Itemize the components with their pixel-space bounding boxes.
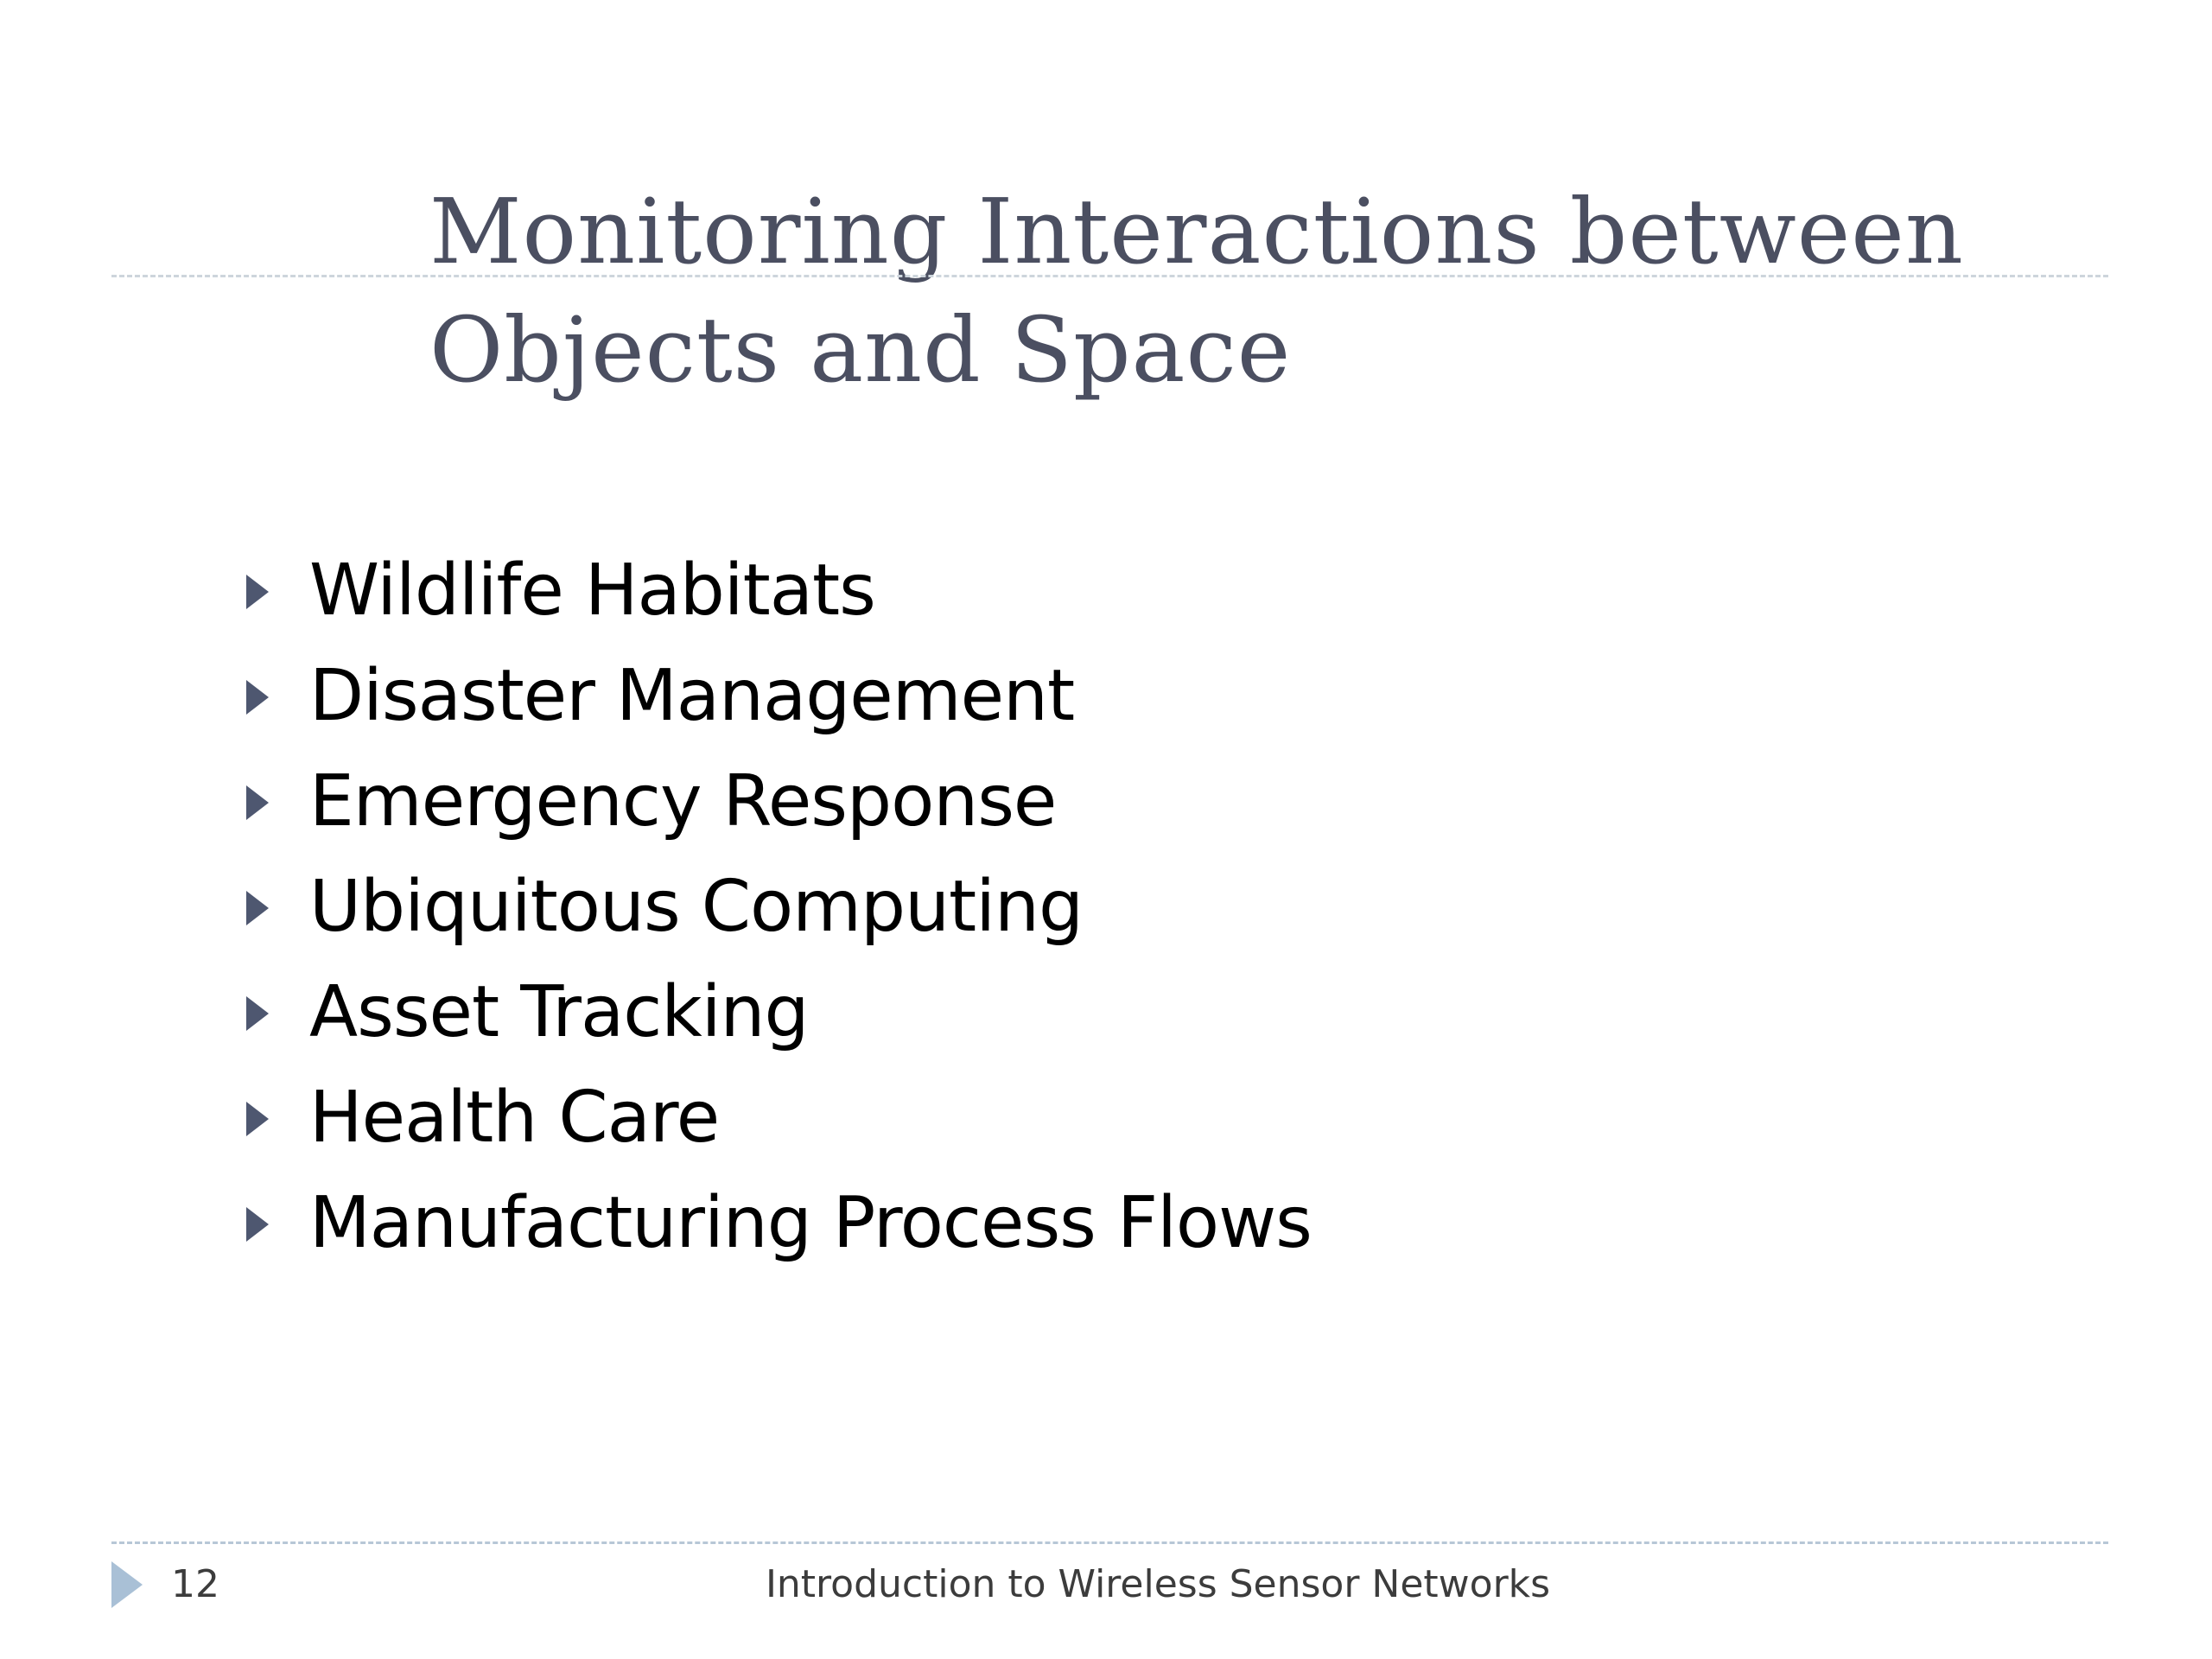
list-item [246, 1170, 1312, 1275]
list-item [246, 643, 1312, 748]
list-item [246, 854, 1312, 959]
triangle-bullet-icon [246, 1207, 269, 1242]
triangle-bullet-icon [246, 996, 269, 1031]
triangle-bullet-icon [246, 680, 269, 715]
bullet-label: Health Care [309, 1076, 720, 1159]
triangle-bullet-icon [246, 1102, 269, 1136]
slide-title-line-2: Objects and Space [429, 297, 1292, 403]
page-number: 12 [171, 1562, 219, 1606]
slide-title [429, 173, 2114, 410]
footer-title: Introduction to Wireless Sensor Networks [765, 1562, 1551, 1606]
footer-divider [111, 1541, 2108, 1544]
bullet-label: Asset Tracking [309, 970, 809, 1053]
bullet-label: Manufacturing Process Flows [309, 1181, 1312, 1264]
triangle-bullet-icon [246, 785, 269, 820]
list-item [246, 1065, 1312, 1170]
triangle-bullet-icon [246, 575, 269, 609]
bullet-list [246, 537, 1312, 1275]
bullet-label: Emergency Response [309, 760, 1057, 842]
list-item [246, 748, 1312, 854]
bullet-label: Disaster Management [309, 654, 1075, 737]
list-item [246, 537, 1312, 643]
bullet-label: Ubiquitous Computing [309, 865, 1084, 948]
list-item [246, 959, 1312, 1065]
bullet-label: Wildlife Habitats [309, 549, 875, 632]
slide-title-line-1: Monitoring Interactions between [429, 179, 1964, 284]
title-divider [111, 275, 2108, 277]
triangle-bullet-icon [246, 891, 269, 925]
